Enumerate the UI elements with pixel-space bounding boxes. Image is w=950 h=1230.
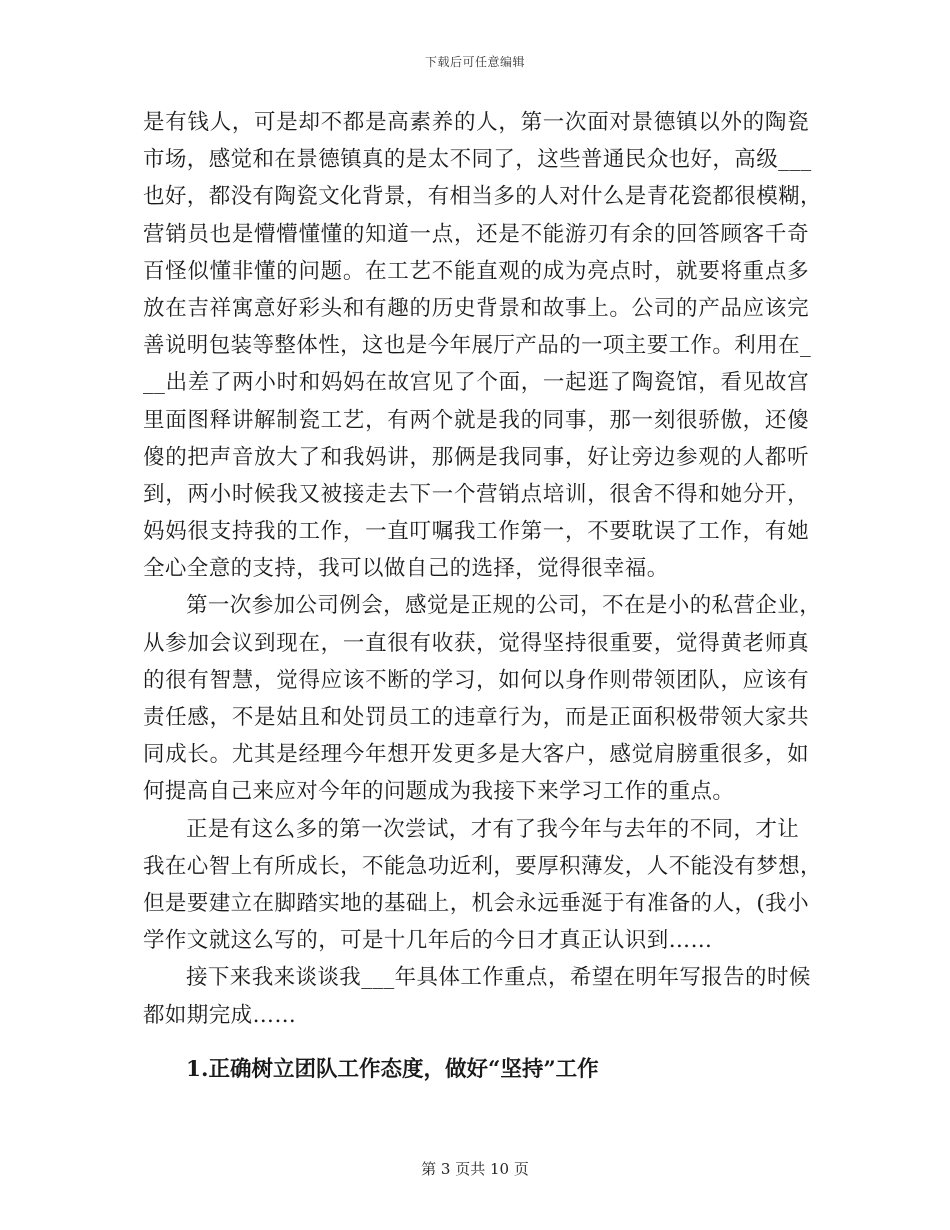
text-line: 但是要建立在脚踏实地的基础上，机会永远垂涎于有准备的人，(我小: [143, 890, 809, 916]
text-line: 百怪似懂非懂的问题。在工艺不能直观的成为亮点时，就要将重点多: [143, 258, 809, 284]
text-line: 从参加会议到现在，一直很有收获，觉得坚持很重要，觉得黄老师真: [143, 630, 809, 656]
text-line: 何提高自己来应对今年的问题成为我接下来学习工作的重点。: [143, 779, 735, 805]
text-line: 的很有智慧，觉得应该不断的学习，如何以身作则带领团队，应该有: [143, 667, 809, 693]
text-line: 我在心智上有所成长，不能急功近利，要厚积薄发，人不能没有梦想，: [143, 853, 822, 879]
paragraph-4: [143, 959, 809, 1033]
section-heading: 1.正确树立团队工作态度，做好“坚持”工作: [186, 1056, 599, 1082]
page-number: 第 3 页共 10 页: [421, 1160, 529, 1178]
text-line: 全心全意的支持，我可以做自己的选择，觉得很幸福。: [143, 556, 669, 582]
text-line: 都如期完成……: [143, 1002, 297, 1028]
text-line: 善说明包装等整体性，这也是今年展厅产品的一项主要工作。利用在_: [143, 333, 812, 359]
text-line: 妈妈很支持我的工作，一直叮嘱我工作第一，不要耽误了工作，有她: [143, 519, 809, 545]
text-line: 傻的把声音放大了和我妈讲，那俩是我同事，好让旁边参观的人都听: [143, 444, 809, 470]
page-header: 下载后可任意编辑: [424, 55, 525, 69]
paragraph-2: [143, 587, 822, 810]
text-line: 也好，都没有陶瓷文化背景，有相当多的人对什么是青花瓷都很模糊，: [143, 184, 822, 210]
text-line: 责任感，不是姑且和处罚员工的违章行为，而是正面积极带领大家共: [143, 705, 809, 730]
paragraph-3: [143, 811, 822, 960]
text-line: 第一次参加公司例会，感觉是正规的公司，不在是小的私营企业，: [186, 593, 822, 619]
text-line: 正是有这么多的第一次尝试，才有了我今年与去年的不同，才让: [186, 816, 800, 842]
text-line: 学作文就这么写的，可是十几年后的今日才真正认识到……: [143, 928, 713, 954]
text-line: 到，两小时候我又被接走去下一个营销点培训，很舍不得和她分开，: [143, 481, 809, 507]
text-line: 同成长。尤其是经理今年想开发更多是大客户，感觉肩膀重很多，如: [143, 742, 809, 768]
text-line: 是有钱人，可是却不都是高素养的人，第一次面对景德镇以外的陶瓷: [143, 110, 809, 135]
text-line: 里面图释讲解制瓷工艺，有两个就是我的同事，那一刻很骄傲，还傻: [143, 407, 809, 433]
text-line: 市场，感觉和在景德镇真的是太不同了，这些普通民众也好，高级___: [143, 147, 812, 173]
paragraph-1: [143, 104, 822, 587]
text-line: 营销员也是懵懵懂懂的知道一点，还是不能游刃有余的回答顾客千奇: [143, 221, 809, 247]
text-line: __出差了两小时和妈妈在故宫见了个面，一起逛了陶瓷馆，看见故宫: [143, 370, 809, 396]
text-line: 放在吉祥寓意好彩头和有趣的历史背景和故事上。公司的产品应该完: [143, 295, 809, 321]
document-body: [143, 104, 822, 1090]
text-line: 接下来我来谈谈我___年具体工作重点，希望在明年写报告的时候: [186, 965, 811, 991]
